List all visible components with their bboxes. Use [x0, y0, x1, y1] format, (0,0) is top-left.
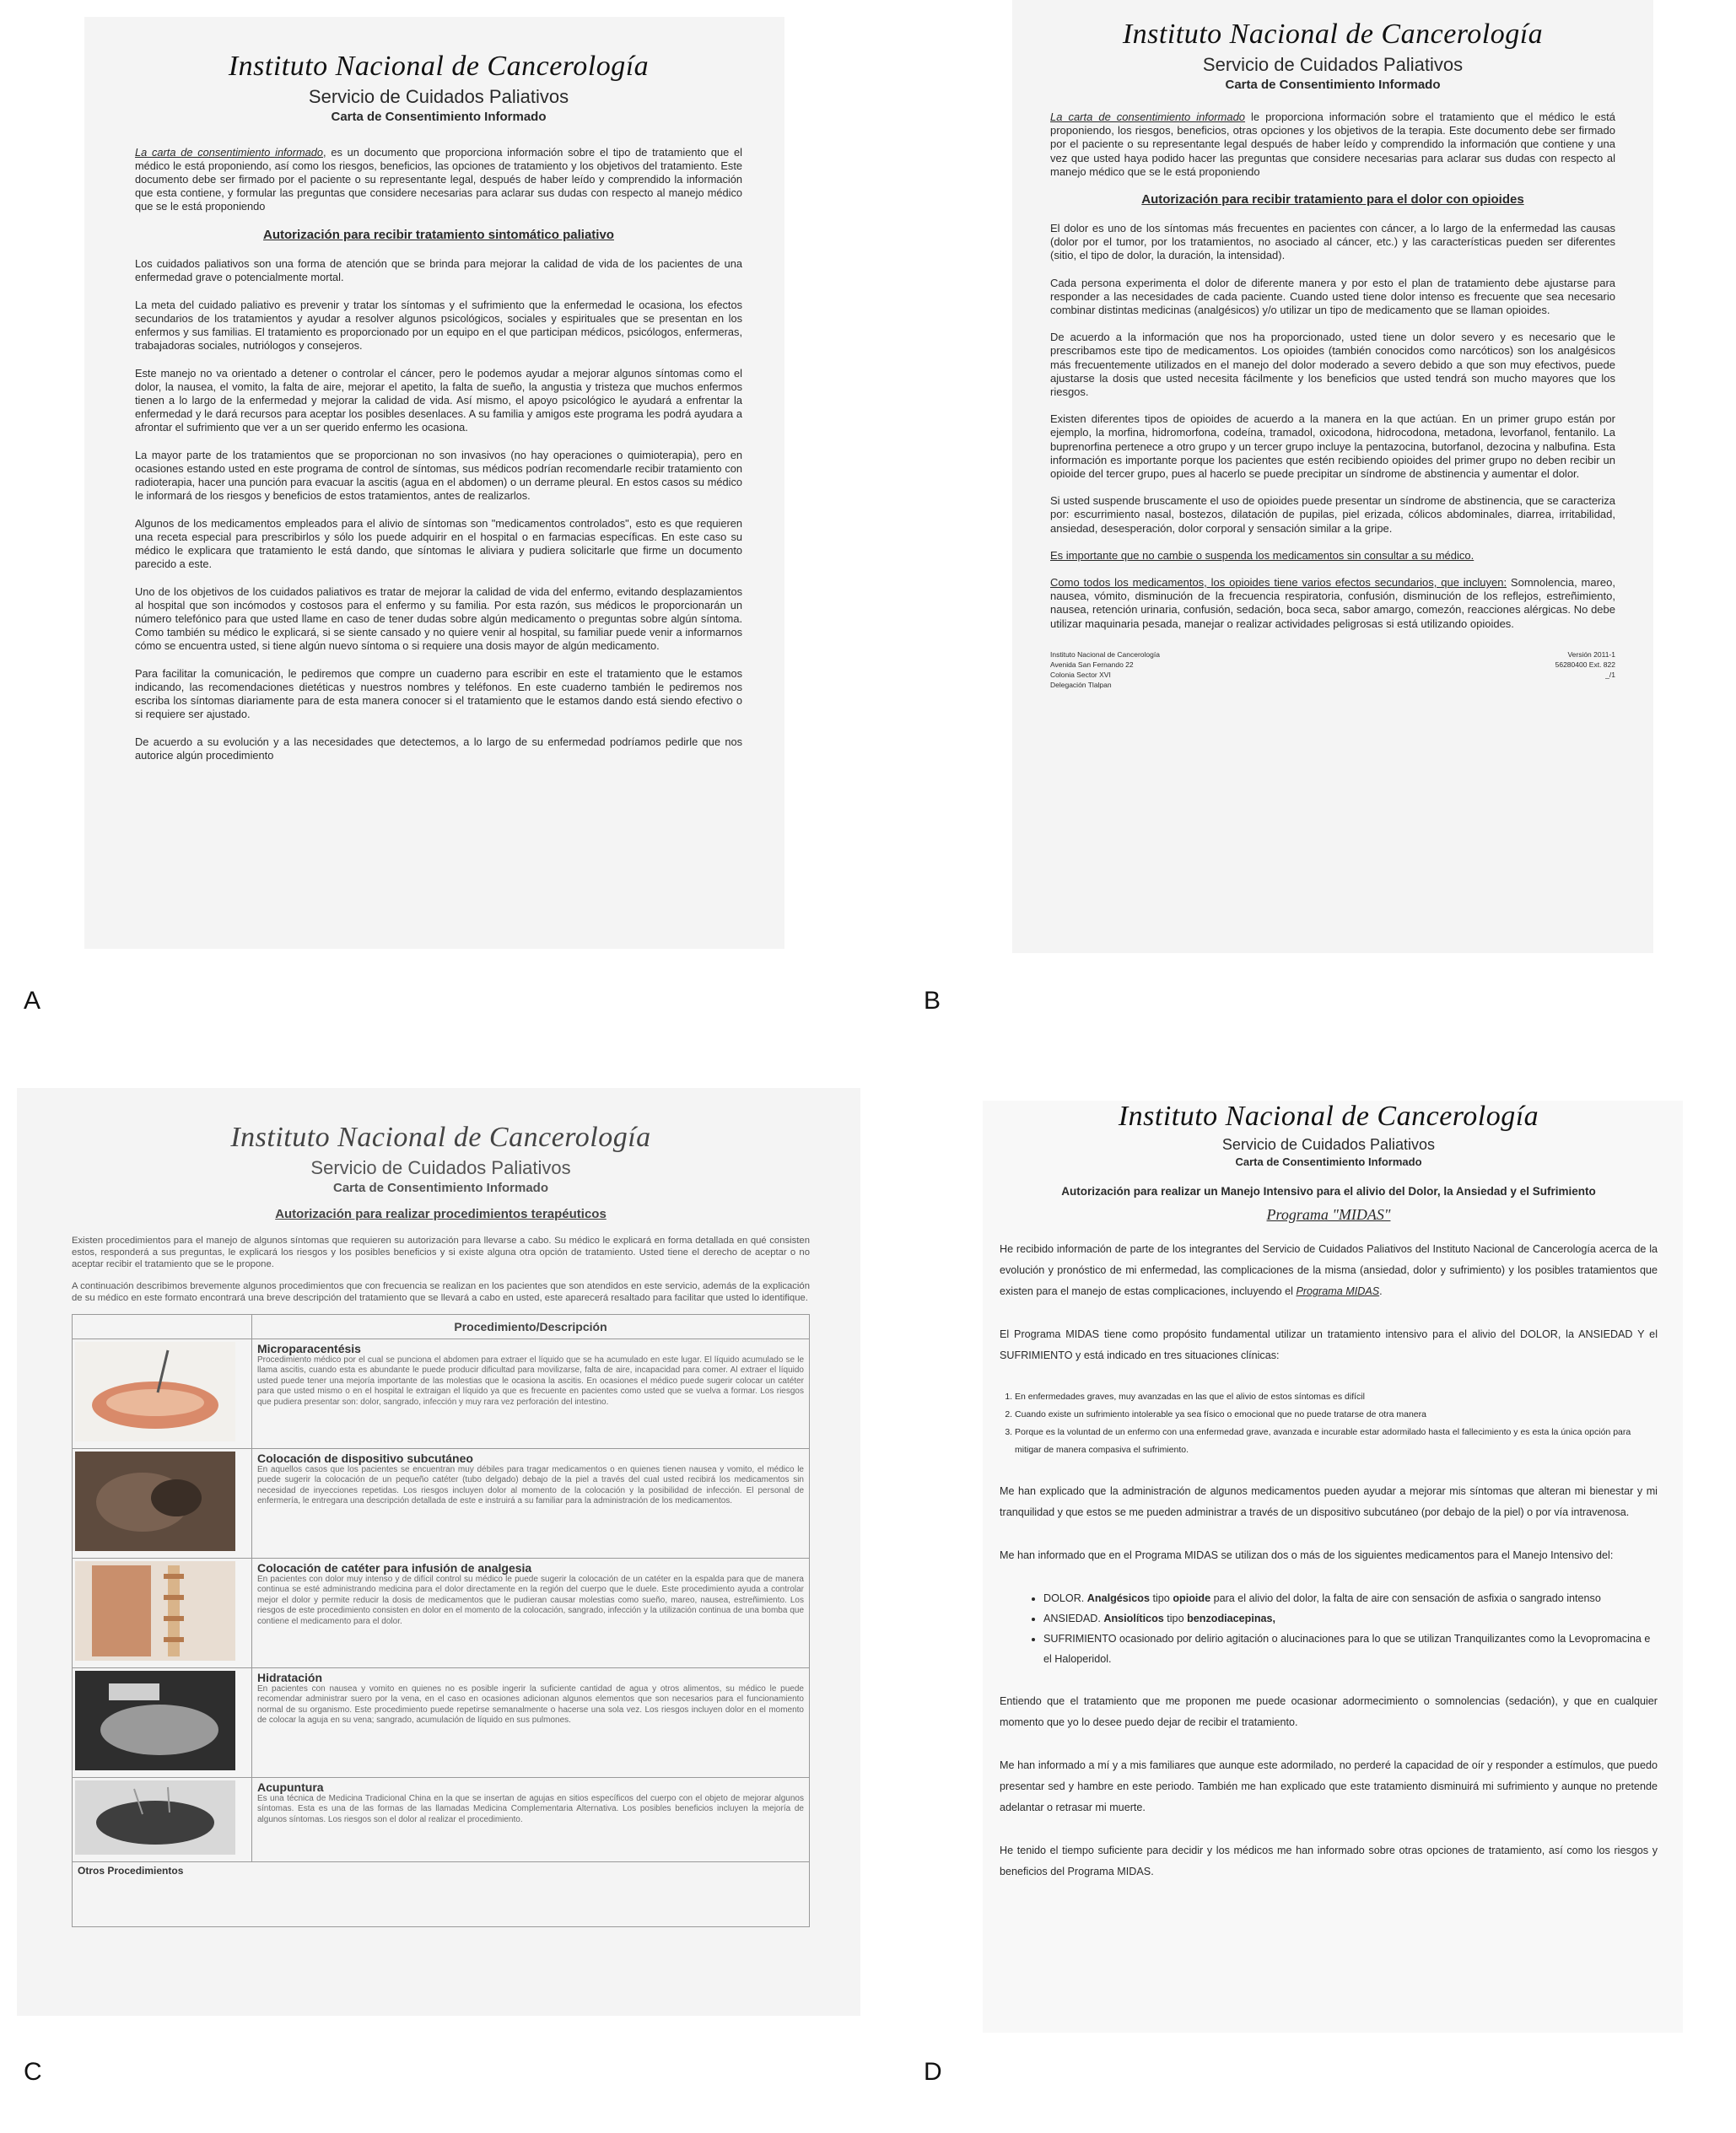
subcutaneous-device-photo	[73, 1449, 252, 1559]
med-text: tipo	[1150, 1592, 1173, 1604]
program-link-text: Programa MIDAS	[1296, 1285, 1380, 1297]
hydration-photo	[73, 1668, 252, 1778]
table-header-empty	[73, 1315, 252, 1339]
panel-label-d: D	[924, 2058, 942, 2086]
footer-line: _/1	[1605, 670, 1615, 679]
list-item	[1043, 1588, 1658, 1608]
paragraph: Existen procedimientos para el manejo de algunos síntomas que requieren su autorización para llevarse a cabo. Su médico le explicará en forma detallada en qué consisten estos, responderá a sus preguntas, le explicará los riesgos y los posibles beneficios y si existe alguna otra opción de tratamiento. Usted tiene el derecho de aceptar o no aceptar recibir el tratamiento que se le propone.	[72, 1236, 810, 1269]
institute-logo-text: Instituto Nacional de Cancerología	[1122, 19, 1544, 50]
list-item	[1043, 1608, 1658, 1629]
paragraph: Los cuidados paliativos son una forma de atención que se brinda para mejorar la calidad de vida de los pacientes de una enfermedad grave o potencialmente mortal.	[135, 257, 742, 283]
intro-link-text: La carta de consentimiento informado	[1050, 110, 1246, 123]
med-text: tipo	[1163, 1613, 1188, 1624]
side-effects-lead: Como todos los medicamentos, los opioides tiene varios efectos secundarios, que incluyen:	[1050, 576, 1507, 590]
document-panel-b	[1012, 0, 1653, 953]
footer-line: Instituto Nacional de Cancerología	[1050, 649, 1160, 659]
intro-text: le proporciona información sobre el tratamiento que el médico le está proponiendo, los riesgos, beneficios, otras opciones y los objetivos de la terapia. Este documento debe ser firmado por el paciente o su representante legal después de haber leído y comprendido la información que contiene y una vez que usted haya podido hacer las preguntas que considere necesarias para aclarar sus dudas con respecto al manejo médico que se le está proponiendo	[1050, 110, 1616, 178]
procedure-cell	[252, 1668, 810, 1778]
procedure-description: En pacientes con dolor muy intenso y de difícil control su médico le puede sugerir la colocación de un catéter en la espalda para que de manera continua se esté administrando medicina para el dolor directamente en la región del cuerpo que le duele. Este procedimiento ayuda a controlar mejor el dolor y permite reducir la dosis de medicamentos que le pudieran causar molestias como sueño, mareo, nausea, estreñimiento. Los riesgos de este procedimiento consisten en dolor en el momento de la colocación, sangrado, infección y la utilización continua de una bomba que contiene el medicamento para el dolor.	[257, 1575, 804, 1626]
panel-label-a: A	[24, 987, 41, 1015]
procedures-table	[72, 1314, 810, 1927]
table-row	[73, 1449, 810, 1559]
other-procedures-cell	[73, 1862, 810, 1927]
paragraph: La meta del cuidado paliativo es prevenir y tratar los síntomas y el sufrimiento que la enfermedad le ocasiona, los efectos secundarios de los tratamientos y ayudar a resolver algunos psicológicos, sociales y espirituales que se presentan en los enfermos y sus familias. El tratamiento es proporcionado por un equipo en el que participan médicos, psicólogos, enfermeras, trabajadoras sociales, nutriólogos y consejeros.	[135, 299, 742, 352]
section-title: Autorización para recibir tratamiento para el dolor con opioides	[1141, 192, 1524, 207]
intro-link-text: La carta de consentimiento informado	[135, 146, 324, 159]
procedure-title: Colocación de catéter para infusión de analgesia	[257, 1561, 532, 1575]
med-type: benzodiacepinas,	[1187, 1613, 1276, 1624]
table-row	[73, 1778, 810, 1862]
med-text: ocasionado por delirio agitación o alucinaciones para lo que se utilizan Tranquilizantes como la Levopromacina e el Haloperidol.	[1043, 1633, 1651, 1665]
paragraph: Para facilitar la comunicación, le pediremos que compre un cuaderno para escribir en este el tratamiento que le estamos indicando, las recomendaciones dietéticas y nuestros nombres y teléfonos. En este cuaderno también le pediremos nos escriba los síntomas diariamente para de esta manera conocer si el tratamiento que le estamos dando está siendo efectivo o si requiere ser ajustado.	[135, 667, 742, 720]
med-type: opioide	[1173, 1592, 1211, 1604]
med-class: Ansiolíticos	[1103, 1613, 1164, 1624]
paragraph: A continuación describimos brevemente algunos procedimientos que con frecuencia se realizan en los pacientes que son atendidos en este servicio, además de la explicación de su médico en este formato encontrará una breve descripción del tratamiento que se llevará a cabo en usted, este aparecerá resaltado para facilitar que usted lo identifique.	[72, 1281, 810, 1303]
paragraph: De acuerdo a su evolución y a las necesidades que detectemos, a lo largo de su enfermedad podríamos pedirle que nos autorice algún procedimiento	[135, 735, 742, 762]
table-row	[73, 1559, 810, 1668]
service-name: Servicio de Cuidados Paliativos	[310, 1157, 571, 1178]
procedure-title: Colocación de dispositivo subcutáneo	[257, 1452, 473, 1465]
spinal-catheter-illustration	[73, 1559, 252, 1668]
paragraph: El Programa MIDAS tiene como propósito fundamental utilizar un tratamiento intensivo para el alivio del DOLOR, la ANSIEDAD Y el SUFRIMIENTO y está indicado en tres situaciones clínicas:	[1000, 1328, 1658, 1361]
service-name: Servicio de Cuidados Paliativos	[1221, 1136, 1436, 1153]
table-row	[73, 1339, 810, 1449]
intro-paragraph	[135, 146, 742, 213]
procedure-cell	[252, 1449, 810, 1559]
paragraph: La mayor parte de los tratamientos que se proporcionan no son invasivos (no hay operaciones o quimioterapia), pero en ocasiones estando usted en este programa de control de síntomas, sus médicos podrían recomendarle recibir tratamiento con radioterapia, hacer una punción para evacuar la ascitis (agua en el abdomen) o un derrame pleural. En estos casos su médico le informará de los riesgos y beneficios de estos tratamientos, antes de realizarlos.	[135, 449, 742, 502]
document-type: Carta de Consentimiento Informado	[331, 110, 547, 124]
paragraph: Entiendo que el tratamiento que me proponen me puede ocasionar adormecimiento o somnolencias (sedación), y que en cualquier momento que yo lo desee puedo dejar de recibir el tratamiento.	[1000, 1695, 1658, 1728]
paragraph: Si usted suspende bruscamente el uso de opioides puede presentar un síndrome de abstinencia, que se caracteriza por: escurrimiento nasal, bostezos, dilatación de pupilas, piel erizada, cólicos abdominales, diarrea, irritabilidad, ansiedad, desesperación, dolor corporal y sensación similar a la gripe.	[1050, 494, 1615, 535]
side-effects-text: Somnolencia, mareo, nausea, vómito, disminución de la frecuencia respiratoria, confusión, disminución de los reflejos, estreñimiento, nausea, retención urinaria, confusión, sedación, boca seca, sabor amargo, comezón, reacciones alérgicas. No debe utilizar maquinaria pesada, manejar o realizar actividades peligrosas si está utilizando opioides.	[1050, 576, 1615, 630]
document-panel-d	[983, 1101, 1683, 2033]
footer-line: Delegación Tlalpan	[1050, 680, 1112, 689]
procedure-cell	[252, 1339, 810, 1449]
paragraph: Este manejo no va orientado a detener o controlar el cáncer, pero le podemos ayudar a mejorar algunos síntomas como el dolor, la nausea, el vomito, la falta de aire, mejorar el apetito, la falta de sueño, la angustia y tristeza que muchos enfermos tienen a lo largo de la enfermedad y mejorar la calidad de vida. Así mismo, el apoyo psicológico le ayudará a enfrentar la enfermedad y le dará recursos para aceptar los posibles desenlaces. A su familia y amigos este programa les podrá ayudara a afrontar el sufrimiento que ver a un ser querido enfermo les ocasiona.	[135, 367, 742, 434]
footer-line: Avenida San Fernando 22	[1050, 660, 1134, 669]
warning-text: Es importante que no cambie o suspenda los medicamentos sin consultar a su médico.	[1050, 548, 1475, 562]
intro-text: , es un documento que proporciona información sobre el tipo de tratamiento que el médico le está proponiendo, así como los riesgos, beneficios, las opciones de tratamiento y los objetivos del tratamiento. Este documento debe ser firmado por el paciente o su representante legal, después de haber leído y comprendido la información que esta contiene, y formular las preguntas que considere necesarias para aclarar sus dudas con respecto al manejo médico que se le está proponiendo	[135, 146, 742, 213]
table-row	[73, 1668, 810, 1778]
other-procedures-label: Otros Procedimientos	[78, 1865, 184, 1877]
paragraph: Uno de los objetivos de los cuidados paliativos es tratar de mejorar la calidad de vida del enfermo, evitando desplazamientos al hospital que son incómodos y costosos para el enfermo y su familia. Por esta razón, sus médicos le proporcionarán un número telefónico para que usted llame en caso de tener dudas sobre algún medicamento o preguntas sobre algún síntoma. Como también su médico le explicará, si se siente cansado y no quiere venir al hospital, su familiar puede venir a informarnos cómo se encuentra usted, si tiene algún nuevo síntoma o si requiere una dosis mayor de algún medicamento.	[135, 585, 742, 652]
footer-line: Colonia Sector XVI	[1050, 670, 1111, 679]
med-class: Analgésicos	[1086, 1592, 1150, 1604]
document-panel-c	[17, 1088, 860, 2016]
footer-version	[1555, 649, 1615, 690]
document-footer	[1050, 649, 1615, 690]
procedure-title: Hidratación	[257, 1671, 323, 1684]
med-text: para el alivio del dolor, la falta de aire con sensación de asfixia o sangrado intenso	[1210, 1592, 1601, 1604]
letterhead	[1050, 19, 1615, 92]
paragraph-text: He recibido información de parte de los integrantes del Servicio de Cuidados Paliativos del Instituto Nacional de Cancerología acerca de la evolución y pronóstico de mi enfermedad, las complicaciones de la misma (ansiedad, dolor y sufrimiento) y los posibles tratamientos que existen para el manejo de estas complicaciones, incluyendo el	[1000, 1243, 1658, 1297]
document-type: Carta de Consentimiento Informado	[1225, 78, 1441, 92]
institute-logo-text: Instituto Nacional de Cancerología	[230, 1122, 651, 1153]
section-title: Autorización para recibir tratamiento sintomático paliativo	[263, 228, 614, 242]
paragraph: Algunos de los medicamentos empleados para el alivio de síntomas son "medicamentos controlados", esto es que requieren una receta especial para prescribirlos y sólo los puede adquirir en el hospital o en farmacias específicas. En este caso su médico le explicara que tratamiento le está dando, que síntomas le aliviara y pudiera solicitarle que firme un documento parecido a este.	[135, 517, 742, 570]
list-item: 3. Porque es la voluntad de un enfermo con una enfermedad grave, avanzada e incurable estar adormilado hasta el fallecimiento y es esta la única opción para mitigar de manera compasiva el sufrimiento.	[1015, 1424, 1658, 1459]
paragraph: Me han informado a mí y a mis familiares que aunque este adormilado, no perderé la capacidad de oír y responder a estímulos, que puedo presentar sed y hambre en este periodo. También me han explicado que este tratamiento disminuirá mi sufrimiento y aunque no pretende adelantar o retrasar mi muerte.	[1000, 1759, 1658, 1813]
procedure-description: Es una técnica de Medicina Tradicional China en la que se insertan de agujas en sitios específicos del cuerpo con el objeto de mejorar algunos síntomas. Esta es una de las formas de las llamadas Medicina Complementaria Alternativa. Los posibles beneficios incluyen la mejoría de algunos síntomas. Los riesgos son el dolor al realizar el procedimiento.	[257, 1794, 804, 1824]
paragraph: Me han explicado que la administración de algunos medicamentos pueden ayudar a mejorar mis síntomas que alteran mi bienestar y mi tranquilidad y que estos se me pueden administrar a través de un dispositivo subcutáneo (por debajo de la piel) o por vía intravenosa.	[1000, 1485, 1658, 1518]
letterhead	[1000, 1101, 1658, 1168]
procedure-cell	[252, 1778, 810, 1862]
procedure-title: Acupuntura	[257, 1780, 324, 1794]
clinical-situations-list	[1000, 1388, 1658, 1459]
panel-label-c: C	[24, 2058, 42, 2086]
procedure-description: En aquellos casos que los pacientes se encuentran muy débiles para tragar medicamentos o en quienes tienen nausea y vomito, el médico le puede sugerir la colocación de un pequeño catéter (tubo delgado) debajo de la piel a través del cual usted recibirá los medicamentos sin necesidad de inyecciones repetidas. Los riesgos incluyen dolor al momento de la colocación y la posibilidad de infección. El personal de enfermería, le entregara una descripción detallada de este e instruirá a su familiar para la administración de los medicamentos.	[257, 1465, 804, 1506]
institute-logo-text: Instituto Nacional de Cancerología	[1118, 1101, 1539, 1132]
letterhead	[72, 1122, 810, 1195]
service-name: Servicio de Cuidados Paliativos	[1202, 54, 1464, 75]
letterhead	[135, 51, 742, 124]
intro-paragraph	[1050, 110, 1615, 179]
table-header: Procedimiento/Descripción	[252, 1315, 810, 1339]
paragraph: De acuerdo a la información que nos ha proporcionado, usted tiene un dolor severo y es necesario que le prescribamos este tipo de medicamentos. Los opioides (también conocidos como narcóticos) son los analgésicos más frecuentemente utilizados en el manejo del dolor moderado a severo debido a que son muy efectivos, puede ajustarse la dosis que usted necesita fácilmente y los beneficios que usted tendrá son mucho mayores que los riesgos.	[1050, 331, 1615, 399]
procedure-title: Microparacentésis	[257, 1342, 361, 1355]
table-header-row	[73, 1315, 810, 1339]
table-row	[73, 1862, 810, 1927]
procedure-description: Procedimiento médico por el cual se punciona el abdomen para extraer el líquido que se ha acumulado en este lugar. El líquido acumulado se le llama ascitis, cuando esta es abundante le puede producir dificultad para movilizarse, falta de aire, incapacidad para comer. Al extraer el líquido usted puede tener una mejoría importante de las molestias que le ocasiona la ascitis. En ocasiones el médico puede sugerir colocar un catéter para que usted mismo o en el hospital le extraigan el líquido ya que es frecuente en pacientes como usted que se vuelva a formar. Los riesgos que pudiera presentar son: dolor, sangrado, infección y muy rara vez perforación del intestino.	[257, 1355, 804, 1407]
paragraph: Cada persona experimenta el dolor de diferente manera y por esto el plan de tratamiento debe ajustarse para responder a las necesidades de cada paciente. Cuando usted tiene dolor intenso es frecuente que sea necesario combinar distintas medicinas (analgésicos) y/o utilizar un tipo de medicamento que se llaman opioides.	[1050, 276, 1615, 317]
footer-address	[1050, 649, 1160, 690]
institute-logo-text: Instituto Nacional de Cancerología	[228, 51, 650, 82]
med-lead: DOLOR.	[1043, 1592, 1087, 1604]
footer-line: 56280400 Ext. 822	[1555, 660, 1615, 669]
acupuncture-photo	[73, 1778, 252, 1862]
paragraph: Existen diferentes tipos de opioides de acuerdo a la manera en la que actúan. En un primer grupo están por ejemplo, la morfina, hidromorfona, codeína, tramadol, oxicodona, hidrocodona, metadona, levorfanol, fentanilo. La buprenorfina pertenece a otro grupo y un tercer grupo incluye la pentazocina, butorfanol, dezocina y nalbufina. Esta información es importante porque los pacientes que estén recibiendo opioides del primer grupo no deben recibir un opioide del tercer grupo, pues al hacerlo se puede precipitar un síndrome de abstinencia y aumentar el dolor.	[1050, 412, 1615, 481]
procedure-cell	[252, 1559, 810, 1668]
procedure-description: En pacientes con nausea y vomito en quienes no es posible ingerir la suficiente cantidad de agua y otros alimentos, su médico le puede recomendar administrar suero por la vena, en el caso en ocasiones adicionan algunos elementos que son necesarios para el funcionamiento normal de su organismo. Este procedimiento puede repetirse semanalmente o hacerse una sola vez. Los riesgos incluyen dolor en el momento de colocar la aguja en su vena; sangrado, acumulación de líquido en sus pulmones.	[257, 1684, 804, 1726]
paragraph: El dolor es uno de los síntomas más frecuentes en pacientes con cáncer, a lo largo de la enfermedad las causas (dolor por el tumor, por los tratamientos, no asociado al cáncer, etc.) y las características pueden ser diferentes (sitio, el tipo de dolor, la duración, la intensidad).	[1050, 222, 1615, 262]
list-item: 2. Cuando existe un sufrimiento intolerable ya sea físico o emocional que no puede tratarse de otra manera	[1015, 1406, 1658, 1424]
medications-list	[1000, 1588, 1658, 1669]
service-name: Servicio de Cuidados Paliativos	[308, 86, 569, 107]
paragraph: He tenido el tiempo suficiente para decidir y los médicos me han informado sobre otras opciones de tratamiento, así como los riesgos y beneficios del Programa MIDAS.	[1000, 1845, 1658, 1877]
document-panel-a	[84, 17, 784, 949]
paragraph: Me han informado que en el Programa MIDAS se utilizan dos o más de los siguientes medicamentos para el Manejo Intensivo del:	[1000, 1549, 1614, 1561]
paracentesis-illustration	[73, 1339, 252, 1449]
authorization-title: Autorización para realizar un Manejo Intensivo para el alivio del Dolor, la Ansiedad y el Sufrimiento	[1061, 1185, 1596, 1198]
side-effects-paragraph	[1050, 576, 1615, 631]
list-item: 1. En enfermedades graves, muy avanzadas en las que el alivio de estos síntomas es difícil	[1015, 1388, 1658, 1406]
panel-label-b: B	[924, 987, 941, 1015]
med-lead: ANSIEDAD.	[1043, 1613, 1104, 1624]
med-lead: SUFRIMIENTO	[1043, 1633, 1117, 1645]
footer-line: Versión 2011-1	[1567, 649, 1615, 659]
document-type: Carta de Consentimiento Informado	[332, 1181, 549, 1195]
section-title: Autorización para realizar procedimientos terapéuticos	[275, 1207, 607, 1221]
list-item	[1043, 1629, 1658, 1669]
program-name: Programa "MIDAS"	[1266, 1206, 1391, 1223]
document-type: Carta de Consentimiento Informado	[1235, 1155, 1422, 1168]
paragraph: He recibido información de parte de los integrantes del Servicio de Cuidados Paliativos del Instituto Nacional de Cancerología acerca de la evolución y pronóstico de mi enfermedad, las complicaciones de la misma (ansiedad, dolor y sufrimiento) y los posibles tratamientos que existen para el manejo de estas complicaciones, incluyendo el Programa MIDAS.	[1000, 1243, 1658, 1297]
